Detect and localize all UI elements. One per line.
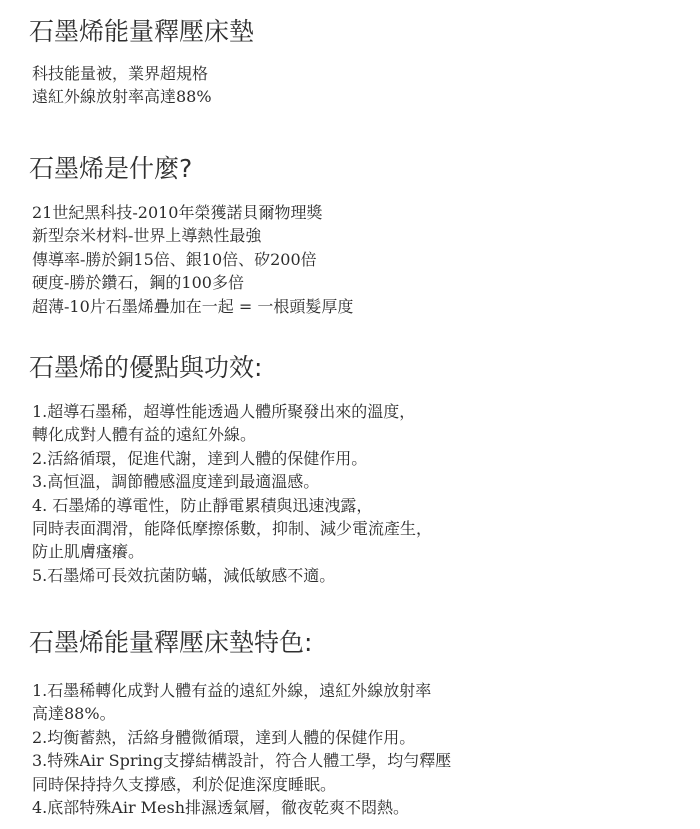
section-heading: 石墨烯能量釋壓床墊特色: bbox=[29, 628, 313, 657]
text-line: 超薄-10片石墨烯疊加在一起 = 一根頭髮厚度 bbox=[32, 296, 354, 316]
section-heading: 石墨烯的優點與功效: bbox=[29, 353, 263, 382]
text-line: 21世紀黑科技-2010年榮獲諾貝爾物理獎 bbox=[32, 203, 323, 222]
text-line: 3.特殊Air Spring支撐結構設計，符合人體工學，均勻釋壓 bbox=[32, 751, 452, 771]
text-line: 高達88%。 bbox=[32, 704, 116, 724]
intro-text bbox=[32, 62, 212, 109]
section-heading: 石墨烯是什麼? bbox=[29, 154, 193, 183]
text-line: 傳導率-勝於銅15倍、銀10倍、矽200倍 bbox=[32, 249, 317, 269]
text-line: 遠紅外線放射率高達88% bbox=[32, 87, 212, 107]
text-line: 新型奈米材料-世界上導熱性最強 bbox=[32, 226, 262, 246]
page-title: 石墨烯能量釋壓床墊 bbox=[29, 17, 255, 46]
text-line: 科技能量被，業界超規格 bbox=[32, 64, 209, 83]
text-line: 4.底部特殊Air Mesh排濕透氣層，徹夜乾爽不悶熱。 bbox=[32, 797, 410, 817]
text-line: 3.高恒溫，調節體感溫度達到最適溫感。 bbox=[32, 472, 320, 492]
graphene-facts bbox=[32, 201, 353, 318]
text-line: 防止肌膚瘙癢。 bbox=[32, 542, 145, 562]
text-line: 2.均衡蓄熱，活絡身體微循環，達到人體的保健作用。 bbox=[32, 727, 416, 747]
text-line: 4. 石墨烯的導電性，防止靜電累積與迅速洩露， bbox=[32, 495, 373, 515]
text-line: 2.活絡循環，促進代謝，達到人體的保健作用。 bbox=[32, 448, 368, 468]
text-line: 轉化成對人體有益的遠紅外線。 bbox=[32, 425, 257, 445]
text-line: 1.超導石墨稀，超導性能透過人體所聚發出來的溫度， bbox=[32, 402, 416, 421]
text-line: 5.石墨烯可長效抗菌防蟎，減低敏感不適。 bbox=[32, 565, 336, 585]
text-line: 同時表面潤滑，能降低摩擦係數，抑制、減少電流產生， bbox=[32, 518, 433, 538]
features-list bbox=[32, 679, 451, 819]
text-line: 同時保持持久支撐感，利於促進深度睡眠。 bbox=[32, 774, 337, 794]
text-line: 硬度-勝於鑽石，鋼的100多倍 bbox=[32, 273, 244, 293]
benefits-list bbox=[32, 400, 432, 587]
text-line: 1.石墨稀轉化成對人體有益的遠紅外線，遠紅外線放射率 bbox=[32, 681, 432, 700]
